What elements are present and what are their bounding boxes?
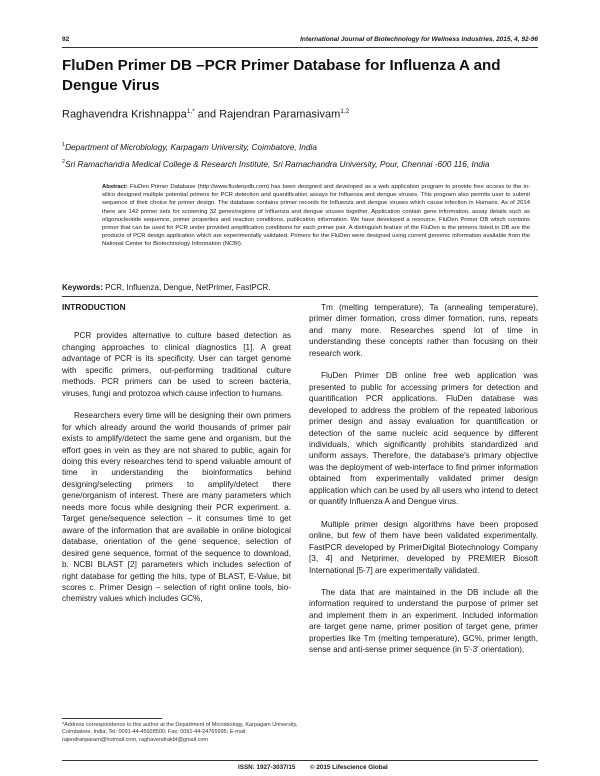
affiliation-text: Department of Microbiology, Karpagam University, Coimbatore, India bbox=[65, 141, 317, 152]
affiliation bbox=[62, 157, 538, 170]
keywords-label: Keywords: bbox=[62, 283, 103, 292]
article-title: FluDen Primer DB –PCR Primer Database for Influenza A and Dengue Virus bbox=[62, 57, 501, 94]
journal-citation: International Journal of Biotechnology for Wellness Industries, 2015, 4, 92-96 bbox=[300, 36, 538, 43]
keywords-text: PCR, Influenza, Dengue, NetPrimer, FastPCR. bbox=[105, 283, 271, 292]
affiliation bbox=[62, 140, 538, 153]
body-paragraph: Tm (melting temperature), Ta (annealing temperature), primer dimer formation, cross dimer formation, runs, repeats and many more. Researches spend lot of time in understanding these concepts rather than focusing on their research work. bbox=[309, 303, 538, 358]
affiliation-number: 1 bbox=[62, 142, 66, 148]
body-paragraph: Researchers every time will be designing their own primers for which already around the world thousands of primer pair exists to amplify/detect the same gene and organism, but the effort goes in vein as they are not shared to public, again for doing this every researches tend to spend valuable amount of time in understanding the bioinformatics behind designing/selecting primers to amplify/detect there gene/organism of interest. There are many parameters which needs more focus while designing their PCR experiment. a. Target gene/sequence selection – it consumes time to get aware of the information that are available in online biological database, orientation of the gene sequence, selection of desired gene sequence, format of the sequence to download, b. NCBI BLAST [2] parameters which includes selection of right database for getting the hits, type of BLAST, E-Value, bit scores c. Primer Design – selection of right online tools, bio-chemistry values which includes GC%, bbox=[62, 411, 291, 604]
keywords bbox=[62, 283, 538, 292]
body-paragraph: The data that are maintained in the DB include all the information required to understand the purpose of primer set and implement them in an experiment. Included information are target gene name, primer position of target gene, primer properties like Tm (melting temperature), GC%, primer length, sense and anti-sense primer sequence (in 5'-3' orientation), bbox=[309, 587, 538, 655]
body-paragraph: Multiple primer design algorithms have been proposed online, but few of them have been validated experimentally. FastPCR developed by PrimerDigital Biotechnology Company [3, 4] and Netprimer, developed by PREMIER Biosoft International [5-7] are experimentally validated. bbox=[309, 519, 538, 575]
section-heading: INTRODUCTION bbox=[62, 302, 126, 312]
affiliation-number: 2 bbox=[62, 159, 66, 165]
author-name: Raghavendra Krishnappa bbox=[62, 108, 187, 121]
left-column bbox=[62, 302, 291, 616]
abstract-text: FluDen Primer Database (http://www.fludenpdb.com) has been designed and developed as a web application program to provide free access to the in-silico designed multiple potential primers for PCR detection and quantification assays for Influenza and dengue viruses. This program also permits user to submit sequence of their choice for primer design. The database contains primer records for Influenza and dengue viruses which cause infection in Humans. As of 2014 there are 142 primer sets for screening 32 genes/regions of Influenza and dengue viruses together. Application contain gene information, assay details such as oligonucleotide sequence, primer properties and reaction conditions, publication information. We have developed a resource, FluDen Primer DB which contains primer that can be used for PCR under provided amplification conditions for each primer pair. A distinguish feature of the FluDen is the primers listed in DB are the products of PCR design application which are experimentally validated. Primers for the FluDen were designed using current genomic information available from the National Center for Biotechnology Information (NCBI). bbox=[102, 184, 530, 248]
copyright: © 2015 Lifescience Global bbox=[310, 764, 388, 771]
right-column bbox=[309, 302, 538, 667]
author-name: Rajendran Paramasivam bbox=[219, 108, 341, 121]
keywords-rule bbox=[62, 296, 538, 297]
header-rule bbox=[62, 47, 538, 48]
author-conjunction: and bbox=[194, 108, 220, 121]
correspondence-footnote: *Address correspondence to this author at the Department of Microbiology, Karpagam University, Coimbatore, India; Tel: 0091-44-45928500; Fax: 0091-44-24765995; E-mail: rajendranparam@hotmail.com, raghavendrakbt@gmail.com bbox=[62, 722, 298, 743]
footnote-rule bbox=[62, 718, 162, 719]
issn: ISSN: 1927-3037/15 bbox=[238, 764, 296, 771]
body-paragraph: PCR provides alternative to culture based detection as changing approaches to clinical diagnostics [1]. A great advantage of PCR is its specificity. User can target genome with specific primers, out-performing traditional culture methods. PCR primers can be used to screen bacteria, viruses, fungi and protozoa which cause infection to humans. bbox=[62, 331, 291, 398]
abstract bbox=[102, 183, 530, 249]
author-superscript: 1,* bbox=[186, 108, 195, 115]
footer-rule bbox=[62, 760, 538, 761]
abstract-label: Abstract: bbox=[102, 184, 128, 190]
author-line bbox=[62, 108, 532, 121]
author-superscript: 1,2 bbox=[340, 108, 350, 115]
body-paragraph: FluDen Primer DB online free web application was presented to public for accessing primers for detection and quantification PCR applications. FluDen database was developed to address the problem of the repeated laborious primer design and assay evaluation for quantification or detection of the same nucleic acid sequence by different individuals, which significantly prohibits standardized and uniform assays. Therefore, the database's primary objective was the deployment of web-interface to find primer information obtained from experimentally validated primer design application which can be used by all users who intend to detect or quantify Influenza A and Dengue virus. bbox=[309, 371, 538, 507]
affiliation-text: Sri Ramachandra Medical College & Research Institute, Sri Ramachandra University, Pour, Chennai -600 116, India bbox=[65, 158, 490, 169]
page-number: 92 bbox=[62, 36, 70, 43]
